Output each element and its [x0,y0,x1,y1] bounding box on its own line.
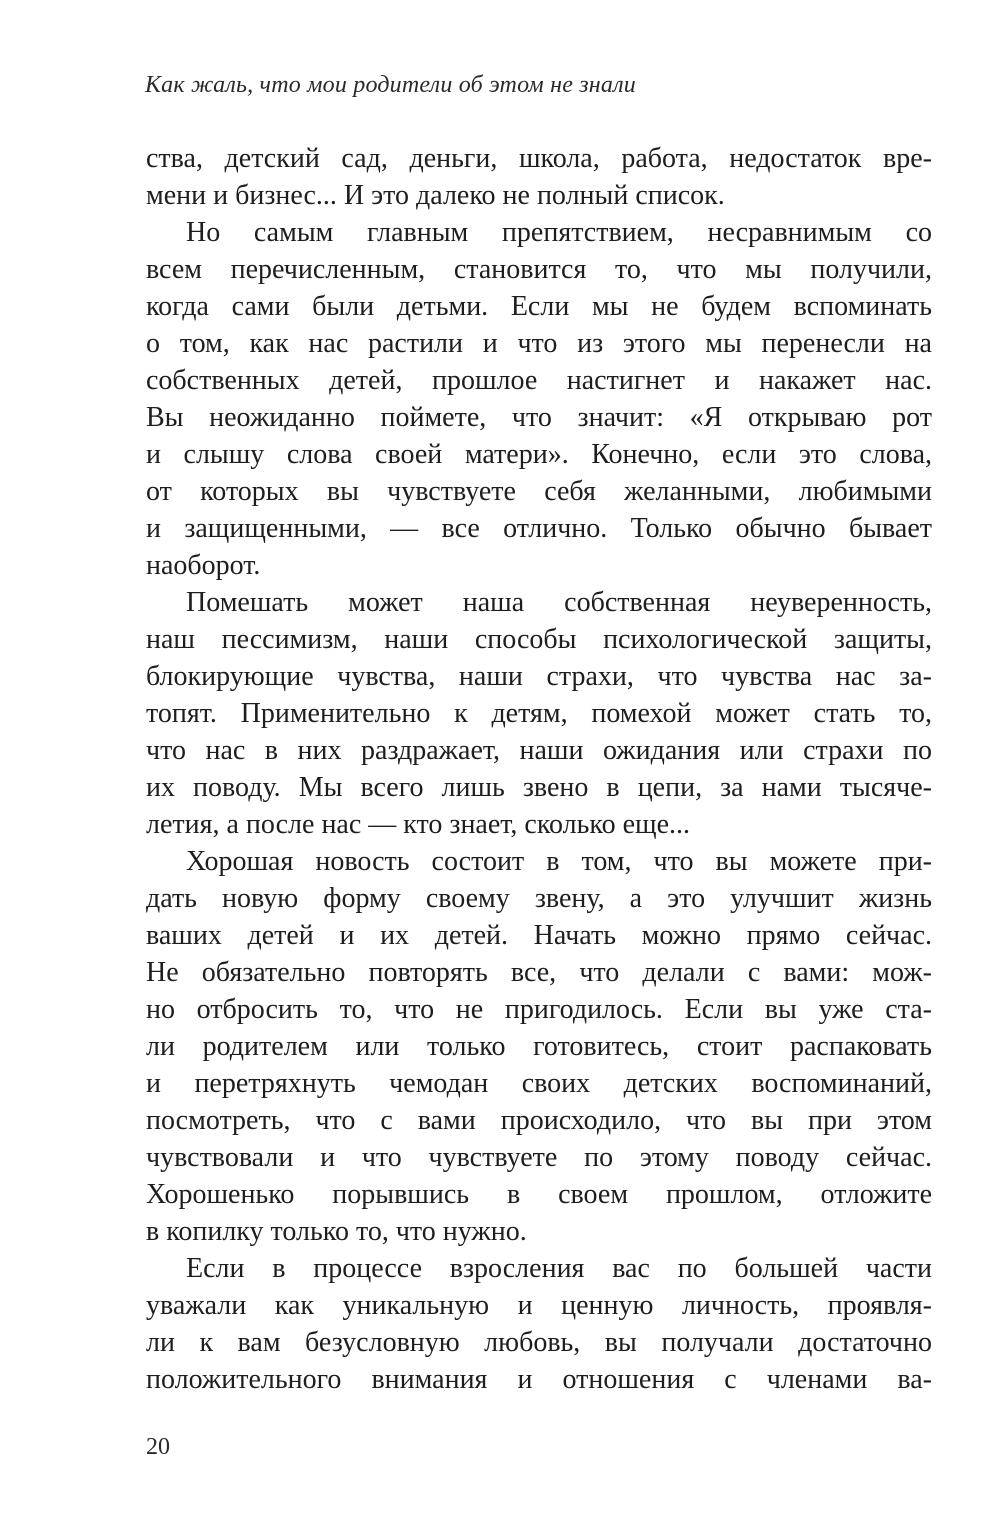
text-line: их поводу. Мы всего лишь звено в цепи, за нами тысяче- [146,772,932,803]
paragraph-first-line: Помешать может наша собственная неуверенность, [186,587,932,618]
body-text [146,140,932,1398]
text-line: посмотреть, что с вами происходило, что вы при этом [146,1105,932,1136]
paragraph-last-line: мени и бизнес... И это далеко не полный список. [146,180,725,211]
paragraph-last-line: в копилку только то, что нужно. [146,1216,527,1247]
text-line: о том, как нас растили и что из этого мы перенесли на [146,328,932,359]
paragraph-first-line: Но самым главным препятствием, несравнимым со [186,217,932,248]
text-line: и перетряхнуть чемодан своих детских воспоминаний, [146,1068,932,1099]
text-line: ли родителем или только готовитесь, стоит распаковать [146,1031,932,1062]
text-line: всем перечисленным, становится то, что мы получили, [146,254,932,285]
text-line: дать новую форму своему звену, а это улучшит жизнь [146,883,932,914]
text-line: но отбросить то, что не пригодилось. Если вы уже ста- [146,994,932,1025]
text-line: и защищенными, — все отлично. Только обычно бывает [146,513,932,544]
text-line: ли к вам безусловную любовь, вы получали достаточно [146,1327,932,1358]
text-line: топят. Применительно к детям, помехой может стать то, [146,698,932,729]
text-line: положительного внимания и отношения с членами ва- [146,1364,932,1395]
text-line: что нас в них раздражает, наши ожидания или страхи по [146,735,932,766]
text-line: собственных детей, прошлое настигнет и накажет нас. [146,365,932,396]
text-line: когда сами были детьми. Если мы не будем вспоминать [146,291,932,322]
text-line: ваших детей и их детей. Начать можно прямо сейчас. [146,920,932,951]
page-number: 20 [146,1434,170,1460]
text-line: ства, детский сад, деньги, школа, работа, недостаток вре- [146,143,932,174]
text-line: блокирующие чувства, наши страхи, что чувства нас за- [146,661,932,692]
paragraph-last-line: летия, а после нас — кто знает, сколько еще... [146,809,690,840]
paragraph-first-line: Если в процессе взросления вас по большей части [186,1253,932,1284]
running-head: Как жаль, что мои родители об этом не знали [145,72,636,98]
text-line: от которых вы чувствуете себя желанными, любимыми [146,476,932,507]
text-line: Не обязательно повторять все, что делали с вами: мож- [146,957,932,988]
text-line: и слышу слова своей матери». Конечно, если это слова, [146,439,932,470]
text-line: чувствовали и что чувствуете по этому поводу сейчас. [146,1142,932,1173]
paragraph-first-line: Хорошая новость состоит в том, что вы можете при- [186,846,932,877]
text-line: Вы неожиданно поймете, что значит: «Я открываю рот [146,402,932,433]
text-line: наш пессимизм, наши способы психологической защиты, [146,624,932,655]
text-line: Хорошенько порывшись в своем прошлом, отложите [146,1179,932,1210]
text-line: уважали как уникальную и ценную личность, проявля- [146,1290,932,1321]
paragraph-last-line: наоборот. [146,550,261,581]
